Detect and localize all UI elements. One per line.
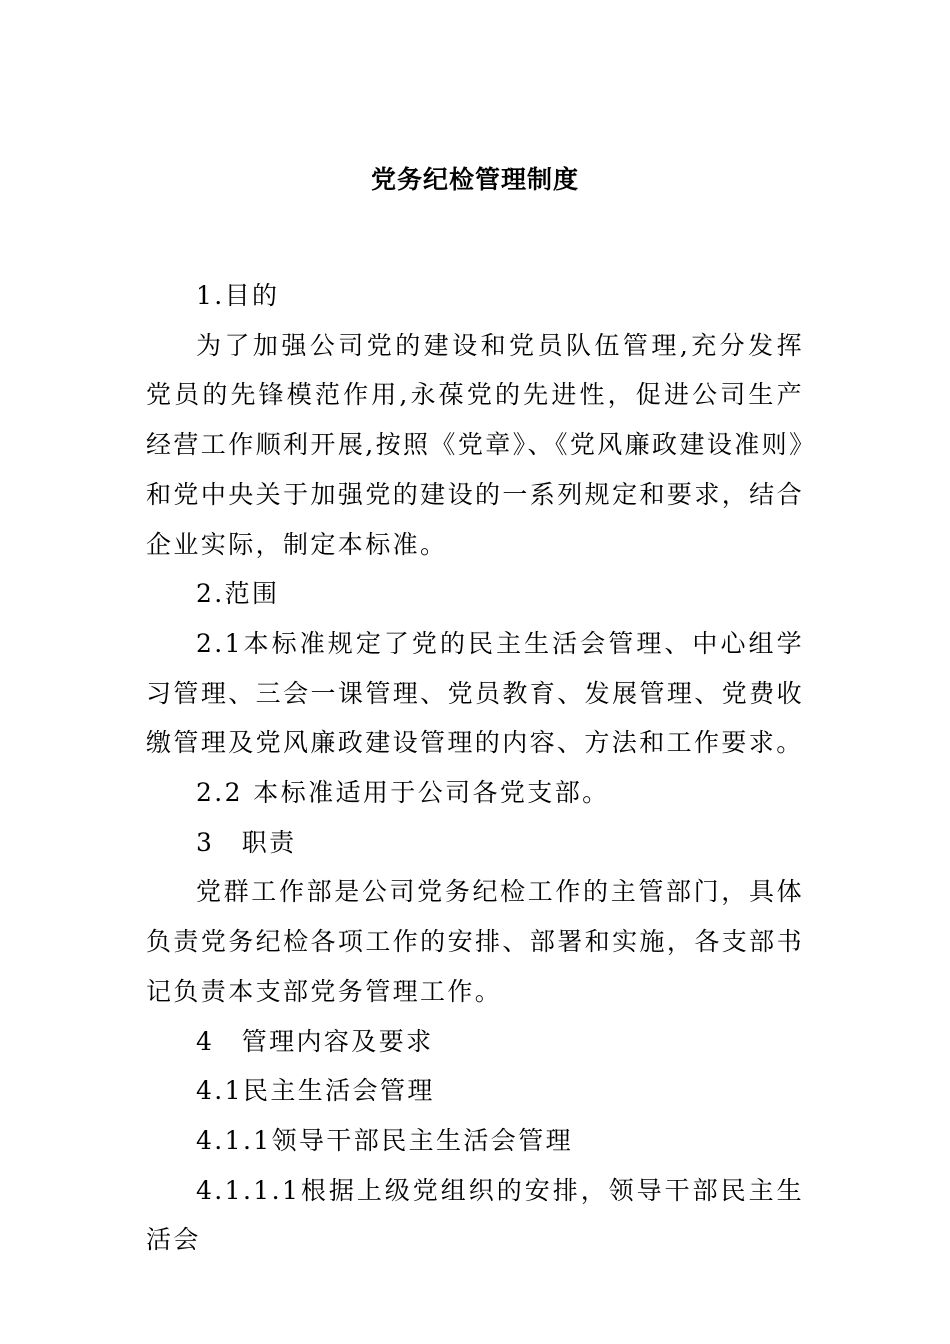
subsection-heading-4-1: 4.1民主生活会管理: [196, 1076, 435, 1106]
section-heading-management: 4 管理内容及要求: [196, 1026, 434, 1056]
section-heading-scope: 2.范围: [196, 579, 280, 609]
section-heading-purpose: 1.目的: [196, 281, 280, 310]
document-body: [146, 271, 804, 1265]
paragraph-purpose: 为了加强公司党的建设和党员队伍管理,充分发挥党员的先锋模范作用,永葆党的先进性，促进公司生产经营工作顺利开展,按照《党章》、《党风廉政建设准则》和党中央关于加强党的建设的一系列规定和要求，结合企业实际，制定本标准。: [146, 330, 804, 559]
subsection-heading-4-1-1: 4.1.1领导干部民主生活会管理: [196, 1125, 574, 1155]
paragraph-4-1-1-1: 4.1.1.1根据上级党组织的安排，领导干部民主生活会: [146, 1175, 804, 1255]
paragraph-scope-2-2: 2.2 本标准适用于公司各党支部。: [196, 778, 610, 808]
paragraph-scope-2-1: 2.1本标准规定了党的民主生活会管理、中心组学习管理、三会一课管理、党员教育、发展管理、党费收缴管理及党风廉政建设管理的内容、方法和工作要求。: [146, 628, 804, 758]
document-title: 党务纪检管理制度: [370, 165, 579, 194]
paragraph-duties: 党群工作部是公司党务纪检工作的主管部门，具体负责党务纪检各项工作的安排、部署和实施，各支部书记负责本支部党务管理工作。: [146, 877, 804, 1006]
section-heading-duties: 3 职责: [196, 827, 297, 857]
